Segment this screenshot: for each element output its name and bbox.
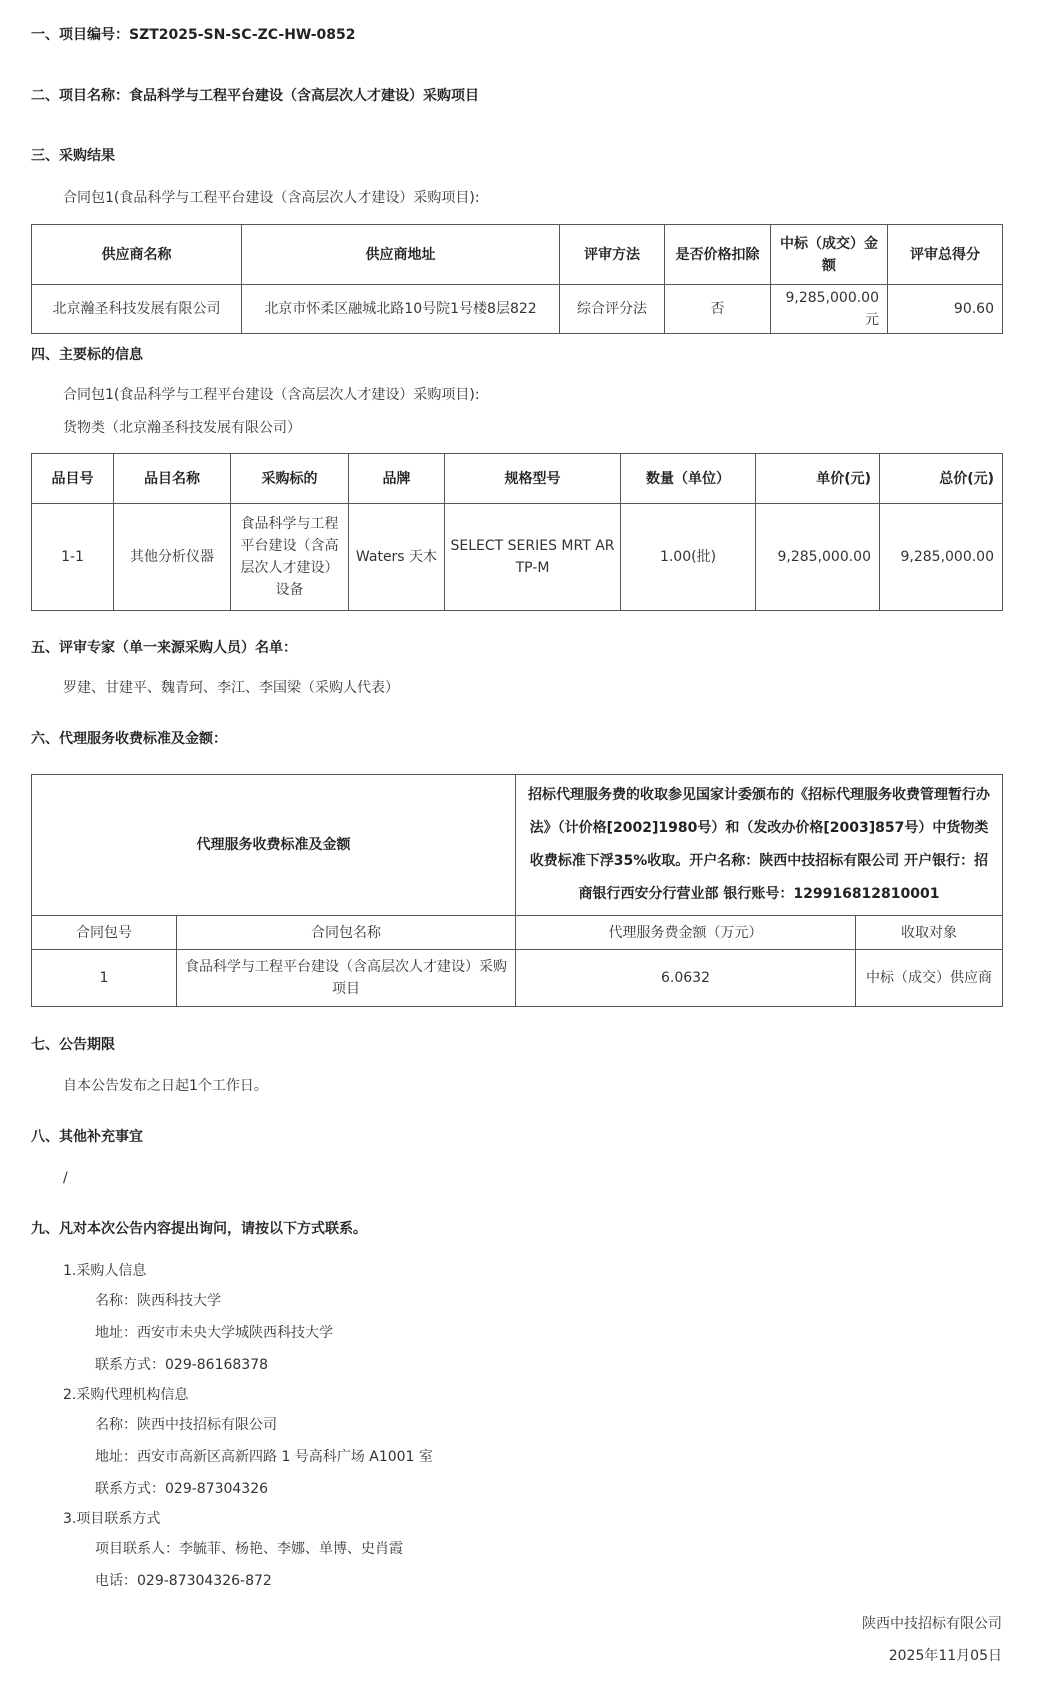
goods-category-label: 货物类（北京瀚圣科技发展有限公司） bbox=[63, 420, 301, 436]
col-unit-price: 单价(元) bbox=[756, 454, 880, 504]
footer-company: 陕西中技招标有限公司 bbox=[862, 1616, 1002, 1632]
buyer-phone: 联系方式：029-86168378 bbox=[95, 1357, 269, 1373]
cell-spec: SELECT SERIES MRT ARTP-M bbox=[445, 504, 621, 611]
project-contact-title: 3.项目联系方式 bbox=[63, 1511, 161, 1527]
col-fee-amount: 代理服务费金额（万元） bbox=[516, 916, 856, 950]
cell-unit-price: 9,285,000.00 bbox=[756, 504, 880, 611]
section-main-items: 四、主要标的信息 bbox=[31, 347, 143, 363]
buyer-name: 名称：陕西科技大学 bbox=[95, 1293, 221, 1309]
cell-bid-amount: 9,285,000.00元 bbox=[771, 285, 888, 334]
col-supplier-address: 供应商地址 bbox=[242, 225, 560, 285]
fee-standard-label: 代理服务收费标准及金额 bbox=[32, 775, 516, 916]
section-notice-period: 七、公告期限 bbox=[31, 1037, 115, 1053]
col-brand: 品牌 bbox=[349, 454, 445, 504]
agent-info-title: 2.采购代理机构信息 bbox=[63, 1387, 189, 1403]
cell-quantity: 1.00(批) bbox=[621, 504, 756, 611]
cell-package-number: 1 bbox=[32, 950, 177, 1007]
col-quantity: 数量（单位） bbox=[621, 454, 756, 504]
buyer-address: 地址：西安市未央大学城陕西科技大学 bbox=[95, 1325, 333, 1341]
other-matters-text: / bbox=[63, 1170, 68, 1186]
result-table bbox=[31, 224, 1003, 334]
footer-date: 2025年11月05日 bbox=[888, 1648, 1002, 1664]
agent-address: 地址：西安市高新区高新四路 1 号高科广场 A1001 室 bbox=[95, 1449, 433, 1465]
col-total-score: 评审总得分 bbox=[888, 225, 1003, 285]
buyer-info-title: 1.采购人信息 bbox=[63, 1263, 147, 1279]
section-project-number: 一、项目编号：SZT2025-SN-SC-ZC-HW-0852 bbox=[31, 27, 356, 43]
table-row bbox=[32, 285, 1003, 334]
col-price-deduction: 是否价格扣除 bbox=[665, 225, 771, 285]
fee-standard-text: 招标代理服务费的收取参见国家计委颁布的《招标代理服务收费管理暂行办法》（计价格[2002]1980号）和（发改办价格[2003]857号）中货物类收费标准下浮35%收取。开户名称：陕西中技招标有限公司 开户银行：招商银行西安分行营业部 银行账号：129916812810001 bbox=[516, 775, 1003, 916]
col-item-number: 品目号 bbox=[32, 454, 114, 504]
col-total-price: 总价(元) bbox=[880, 454, 1003, 504]
col-item-name: 品目名称 bbox=[114, 454, 231, 504]
cell-review-method: 综合评分法 bbox=[560, 285, 665, 334]
cell-total-price: 9,285,000.00 bbox=[880, 504, 1003, 611]
cell-brand: Waters 天木 bbox=[349, 504, 445, 611]
col-review-method: 评审方法 bbox=[560, 225, 665, 285]
cell-package-name: 食品科学与工程平台建设（含高层次人才建设）采购项目 bbox=[177, 950, 516, 1007]
section-agency-fee: 六、代理服务收费标准及金额： bbox=[31, 731, 227, 747]
agent-phone: 联系方式：029-87304326 bbox=[95, 1481, 269, 1497]
col-subject: 采购标的 bbox=[231, 454, 349, 504]
section-experts: 五、评审专家（单一来源采购人员）名单： bbox=[31, 640, 297, 656]
cell-price-deduction: 否 bbox=[665, 285, 771, 334]
table-row bbox=[32, 950, 1003, 1007]
cell-supplier-address: 北京市怀柔区融城北路10号院1号楼8层822 bbox=[242, 285, 560, 334]
contract-package-label: 合同包1(食品科学与工程平台建设（含高层次人才建设）采购项目): bbox=[63, 190, 480, 206]
cell-supplier-name: 北京瀚圣科技发展有限公司 bbox=[32, 285, 242, 334]
col-package-number: 合同包号 bbox=[32, 916, 177, 950]
col-package-name: 合同包名称 bbox=[177, 916, 516, 950]
table-row bbox=[32, 504, 1003, 611]
experts-list: 罗建、甘建平、魏青珂、李江、李国梁（采购人代表） bbox=[63, 680, 399, 696]
col-spec: 规格型号 bbox=[445, 454, 621, 504]
fee-table bbox=[31, 774, 1003, 1007]
notice-period-text: 自本公告发布之日起1个工作日。 bbox=[63, 1078, 268, 1094]
section-project-name: 二、项目名称：食品科学与工程平台建设（含高层次人才建设）采购项目 bbox=[31, 88, 479, 104]
section-procurement-result: 三、采购结果 bbox=[31, 148, 115, 164]
cell-fee-amount: 6.0632 bbox=[516, 950, 856, 1007]
cell-item-name: 其他分析仪器 bbox=[114, 504, 231, 611]
cell-charge-target: 中标（成交）供应商 bbox=[856, 950, 1003, 1007]
section-contact: 九、凡对本次公告内容提出询问，请按以下方式联系。 bbox=[31, 1221, 367, 1237]
contract-package-label: 合同包1(食品科学与工程平台建设（含高层次人才建设）采购项目): bbox=[63, 387, 480, 403]
cell-subject: 食品科学与工程平台建设（含高层次人才建设）设备 bbox=[231, 504, 349, 611]
col-bid-amount: 中标（成交）金额 bbox=[771, 225, 888, 285]
items-table bbox=[31, 453, 1003, 611]
agent-name: 名称：陕西中技招标有限公司 bbox=[95, 1417, 277, 1433]
section-other-matters: 八、其他补充事宜 bbox=[31, 1129, 143, 1145]
cell-item-number: 1-1 bbox=[32, 504, 114, 611]
cell-total-score: 90.60 bbox=[888, 285, 1003, 334]
col-supplier-name: 供应商名称 bbox=[32, 225, 242, 285]
project-contact-people: 项目联系人：李毓菲、杨艳、李娜、单博、史肖霞 bbox=[95, 1541, 403, 1557]
project-contact-phone: 电话：029-87304326-872 bbox=[95, 1573, 272, 1589]
col-charge-target: 收取对象 bbox=[856, 916, 1003, 950]
